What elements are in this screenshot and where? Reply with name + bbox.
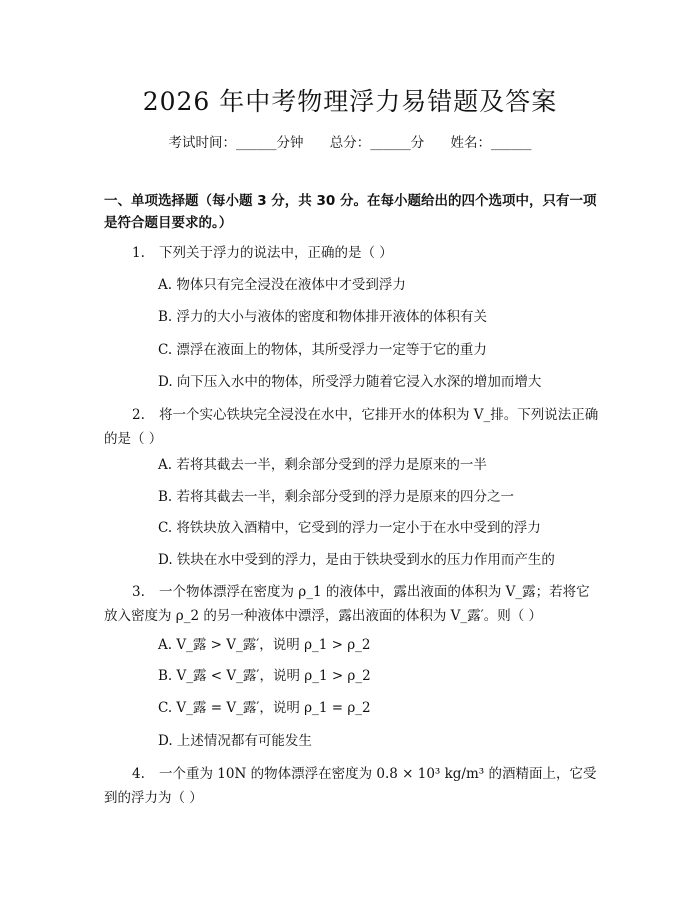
question-number: 4. [132,766,145,782]
exam-score: 总分：______分 [329,135,425,151]
question-number: 1. [132,245,145,261]
option-a: A. 若将其截去一半，剩余部分受到的浮力是原来的一半 [158,457,487,473]
option-c: C. 漂浮在液面上的物体，其所受浮力一定等于它的重力 [158,342,487,358]
option-b: B. 若将其截去一半，剩余部分受到的浮力是原来的四分之一 [158,489,515,505]
page-title: 2026 年中考物理浮力易错题及答案 [142,87,558,116]
section-heading: 一、单项选择题（每小题 3 分，共 30 分。在每小题给出的四个选项中，只有一项是符合题目要求的。） [104,193,597,231]
question-text: 将一个实心铁块完全浸没在水中，它排开水的体积为 V_排。下列说法正确的是（ ） [104,407,599,447]
option-a: A. 物体只有完全浸没在液体中才受到浮力 [158,277,406,293]
option-c: C. V_露 = V_露′，说明 ρ_1 = ρ_2 [158,700,371,716]
question-text: 下列关于浮力的说法中，正确的是（ ） [159,245,393,261]
question-number: 2. [132,407,145,423]
question-text: 一个重为 10N 的物体漂浮在密度为 0.8 × 10³ kg/m³ 的酒精面上，它受到的浮力为（ ） [104,766,597,806]
exam-meta [0,131,700,151]
option-b: B. 浮力的大小与液体的密度和物体排开液体的体积有关 [158,309,488,325]
option-c: C. 将铁块放入酒精中，它受到的浮力一定小于在水中受到的浮力 [158,520,541,536]
student-name: 姓名：______ [450,135,532,151]
question-number: 3. [132,584,145,600]
question-4 [104,762,600,810]
option-d: D. 向下压入水中的物体，所受浮力随着它浸入水深的增加而增大 [158,374,542,390]
question-1 [104,241,600,265]
option-d: D. 铁块在水中受到的浮力，是由于铁块受到水的压力作用而产生的 [158,552,555,568]
option-b: B. V_露 < V_露′，说明 ρ_1 > ρ_2 [158,668,371,684]
question-3 [104,580,600,628]
option-a: A. V_露 > V_露′，说明 ρ_1 > ρ_2 [158,637,371,653]
exam-time: 考试时间：______分钟 [168,135,304,151]
question-text: 一个物体漂浮在密度为 ρ_1 的液体中，露出液面的体积为 V_露；若将它放入密度为 ρ_2 的另一种液体中漂浮，露出液面的体积为 V_露′。则（ ） [104,584,590,624]
question-2 [104,403,600,451]
option-d: D. 上述情况都有可能发生 [158,733,312,749]
